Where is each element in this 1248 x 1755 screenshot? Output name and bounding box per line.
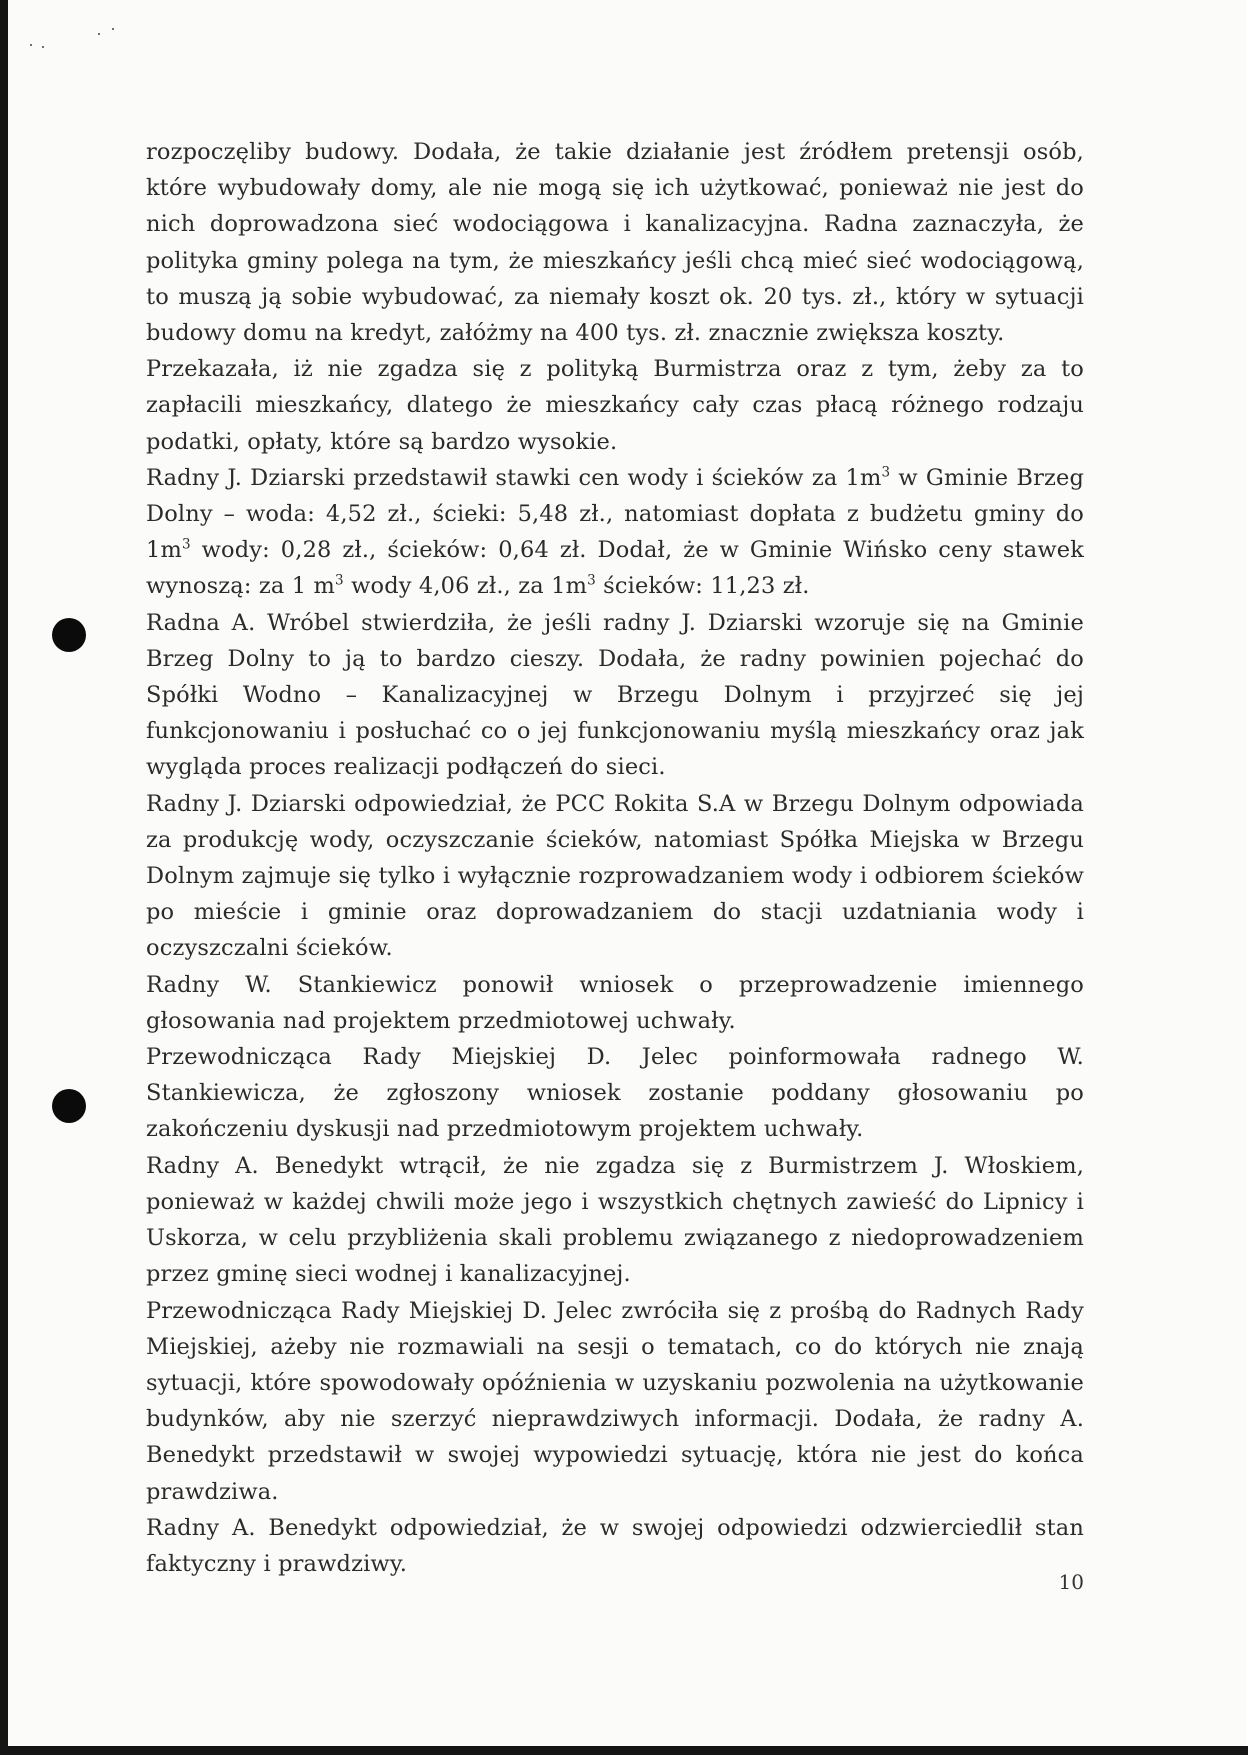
paragraph: Przewodnicząca Rady Miejskiej D. Jelec zwróciła się z prośbą do Radnych Rady Miejskiej, ażeby nie rozmawiali na sesji o tematach, co do których nie znają sytuacji, które spowodowały opóźnienia w uzyskaniu pozwolenia na użytkowanie budynków, aby nie szerzyć nieprawdziwych informacji. Dodała, że radny A. Benedykt przedstawił w swojej wypowiedzi sytuację, która nie jest do końca prawdziwa. [146,1297,1084,1505]
superscript: 3 [181,536,191,553]
scan-speck [30,44,32,46]
superscript: 3 [587,572,596,589]
paragraph: Przekazała, iż nie zgadza się z polityką Burmistrza oraz z tym, żeby za to zapłacili mieszkańcy, dlatego że mieszkańcy cały czas płacą różnego rodzaju podatki, opłaty, które są bardzo wysokie. [146,356,1084,455]
paragraph: Radny W. Stankiewicz ponowił wniosek o przeprowadzenie imiennego głosowania nad projektem przedmiotowej uchwały. [146,971,1084,1034]
text-run: w Gminie Brzeg Dolny – woda: 4,52 zł., ścieki: 5,48 zł., natomiast dopłata z budżetu gminy do 1m [146,464,1084,564]
text-run: wody 4,06 zł., za 1m [343,573,588,600]
paragraph: Radna A. Wróbel stwierdziła, że jeśli radny J. Dziarski wzoruje się na Gminie Brzeg Dolny to ją to bardzo cieszy. Dodała, że radny powinien pojechać do Spółki Wodno – Kanalizacyjnej w Brzegu Dolnym i przyjrzeć się jej funkcjonowaniu i posłuchać co o jej funkcjonowaniu myślą mieszkańcy oraz jak wygląda proces realizacji podłączeń do sieci. [146,609,1084,781]
punch-hole-upper [52,618,86,652]
superscript: 3 [881,464,891,481]
superscript: 3 [335,572,344,589]
paragraph: rozpoczęliby budowy. Dodała, że takie działanie jest źródłem pretensji osób, które wybudowały domy, ale nie mogą się ich użytkować, ponieważ nie jest do nich doprowadzona sieć wodociągowa i kanalizacyjna. Radna zaznaczyła, że polityka gminy polega na tym, że mieszkańcy jeśli chcą mieć sieć wodociągową, to muszą ją sobie wybudować, za niemały koszt ok. 20 tys. zł., który w sytuacji budowy domu na kredyt, załóżmy na 400 tys. zł. znacznie zwiększa koszty. [146,139,1084,347]
scan-speck [98,33,100,35]
scan-speck [112,28,114,30]
text-run: wody: 0,28 zł., ścieków: 0,64 zł. Dodał, że w Gminie Wińsko ceny stawek wynoszą: za 1 m [146,537,1084,600]
paragraph: Radny A. Benedykt odpowiedział, że w swojej odpowiedzi odzwierciedlił stan faktyczny i prawdziwy. [146,1514,1084,1577]
text-run: ścieków: 11,23 zł. [595,573,810,600]
scan-speck [42,46,44,48]
paragraph: Radny A. Benedykt wtrącił, że nie zgadza się z Burmistrzem J. Włoskiem, ponieważ w każdej chwili może jego i wszystkich chętnych zawieść do Lipnicy i Uskorza, w celu przybliżenia skali problemu związanego z niedoprowadzeniem przez gminę sieci wodnej i kanalizacyjnej. [146,1152,1084,1288]
text-run: Radny J. Dziarski przedstawił stawki cen wody i ścieków za 1m [146,464,882,491]
page-number: 10 [1058,1570,1084,1594]
punch-hole-lower [52,1089,86,1123]
scan-edge-bottom [0,1746,1248,1755]
document-body [146,134,1084,1582]
scan-edge-left [0,0,8,1755]
paragraph: Przewodnicząca Rady Miejskiej D. Jelec poinformowała radnego W. Stankiewicza, że zgłoszony wniosek zostanie poddany głosowaniu po zakończeniu dyskusji nad przedmiotowym projektem uchwały. [146,1044,1084,1143]
paragraph-water-prices [146,460,1084,605]
paragraph: Radny J. Dziarski odpowiedział, że PCC Rokita S.A w Brzegu Dolnym odpowiada za produkcję wody, oczyszczanie ścieków, natomiast Spółka Miejska w Brzegu Dolnym zajmuje się tylko i wyłącznie rozprowadzaniem wody i odbiorem ścieków po mieście i gminie oraz doprowadzaniem do stacji uzdatniania wody i oczyszczalni ścieków. [146,790,1084,962]
